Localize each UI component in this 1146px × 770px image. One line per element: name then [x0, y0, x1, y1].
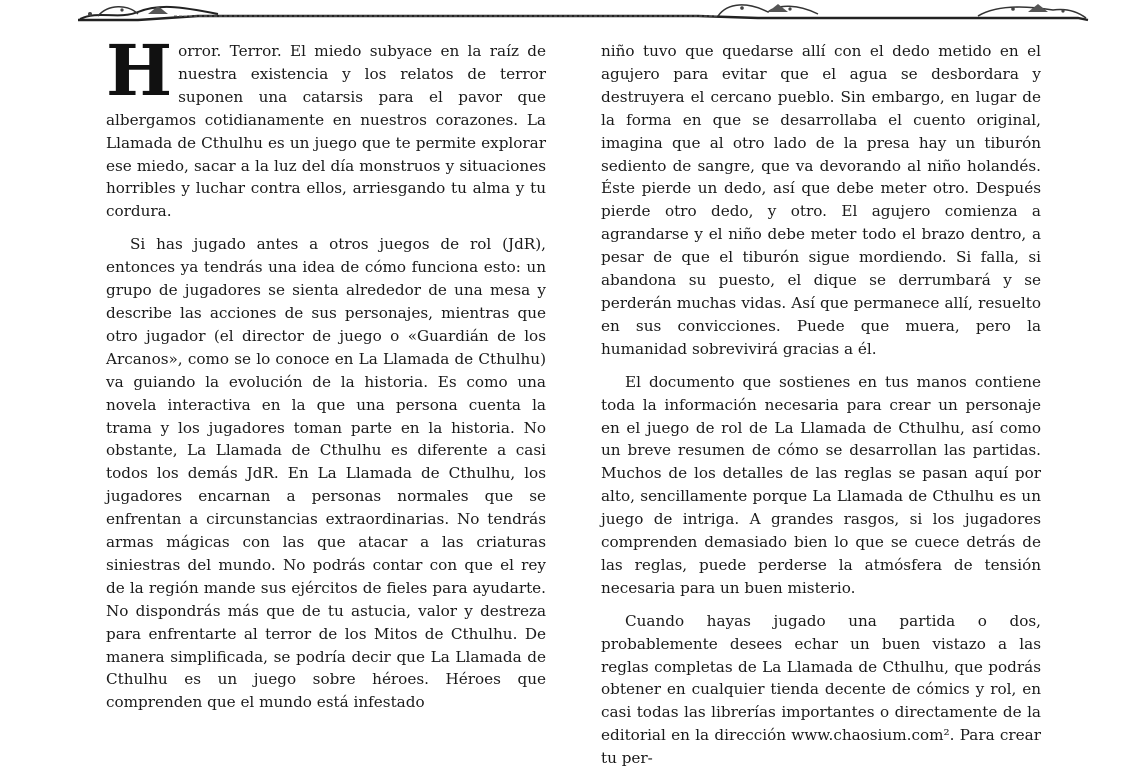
right-text-column	[601, 40, 1041, 770]
document-contents-paragraph: El documento que sostienes en tus manos contiene toda la información necesaria para crear un personaje en el juego de rol de La Llamada de Cthulhu, así como un breve resumen de cómo se desarrollan las partidas. Muchos de los detalles de las reglas se pasan aquí por alto, sencillamente porque La Llamada de Cthulhu es un juego de intriga. A grandes rasgos, si los jugadores comprenden demasiado bien lo que se cuece detrás de las reglas, puede perderse la atmósfera de tensión necesaria para un buen misterio.	[601, 372, 1041, 597]
rpg-explanation-paragraph: Si has jugado antes a otros juegos de rol (JdR), entonces ya tendrás una idea de cómo funciona esto: un grupo de jugadores se sienta alrededor de una mesa y describe las acciones de sus personajes, mientras que otro jugador (el director de juego o «Guardián de los Arcanos», como se lo conoce en La Llamada de Cthulhu) va guiando la evolución de la historia. Es como una novela interactiva en la que una persona cuenta la trama y los jugadores toman parte en la historia. No obstante, La Llamada de Cthulhu es diferente a casi todos los demás JdR. En La Llamada de Cthulhu, los jugadores encarnan a personas normales que se enfrentan a circunstancias extraordinarias. No tendrás armas mágicas con las que atacar a las criaturas siniestras del mundo. No podrás contar con que el rey de la región mande sus ejércitos de fieles para ayudarte. No dispondrás más que de tu astucia, valor y destreza para enfrentarte al terror de los Mitos de Cthulhu. De manera simplificada, se podría decir que La Llamada de Cthulhu es un juego sobre héroes. Héroes que comprenden que el mundo está infestado	[106, 235, 546, 712]
full-rules-paragraph: Cuando hayas jugado una partida o dos, probablemente desees echar un buen vistazo a las reglas completas de La Llamada de Cthulhu, que podrás obtener en cualquier tienda decente de cómics y rol, en casi todas las librerías importantes o directamente de la editorial en la dirección www.chaosium.com². Para crear tu per-	[601, 611, 1041, 768]
drop-cap-letter: H	[106, 29, 173, 112]
ornamental-top-border	[78, 0, 1088, 22]
ornament-illustration	[78, 0, 1088, 22]
dutch-boy-paragraph: niño tuvo que quedarse allí con el dedo metido en el agujero para evitar que el agua se desbordara y destruyera el cercano pueblo. Sin embargo, en lugar de la forma en que se desarrollaba el cuento original, imagina que al otro lado de la presa hay un tiburón sediento de sangre, que va devorando al niño holandés. Éste pierde un dedo, así que debe meter otro. Después pierde otro dedo, y otro. El agujero comienza a agrandarse y el niño debe meter todo el brazo dentro, a pesar de que el tiburón sigue mordiendo. Si falla, si abandona su puesto, el dique se derrumbará y se perderán muchas vidas. Así que permanece allí, resuelto en sus convicciones. Puede que muera, pero la humanidad sobrevivirá gracias a él.	[601, 42, 1041, 358]
intro-paragraph	[106, 29, 546, 223]
intro-paragraph-text: orror. Terror. El miedo subyace en la raíz de nuestra existencia y los relatos de terror suponen una catarsis para el pavor que albergamos cotidianamente en nuestros corazones. La Llamada de Cthulhu es un juego que te permite explorar ese miedo, sacar a la luz del día monstruos y situaciones horribles y luchar contra ellos, arriesgando tu alma y tu cordura.	[106, 42, 546, 221]
left-text-column	[106, 29, 546, 714]
